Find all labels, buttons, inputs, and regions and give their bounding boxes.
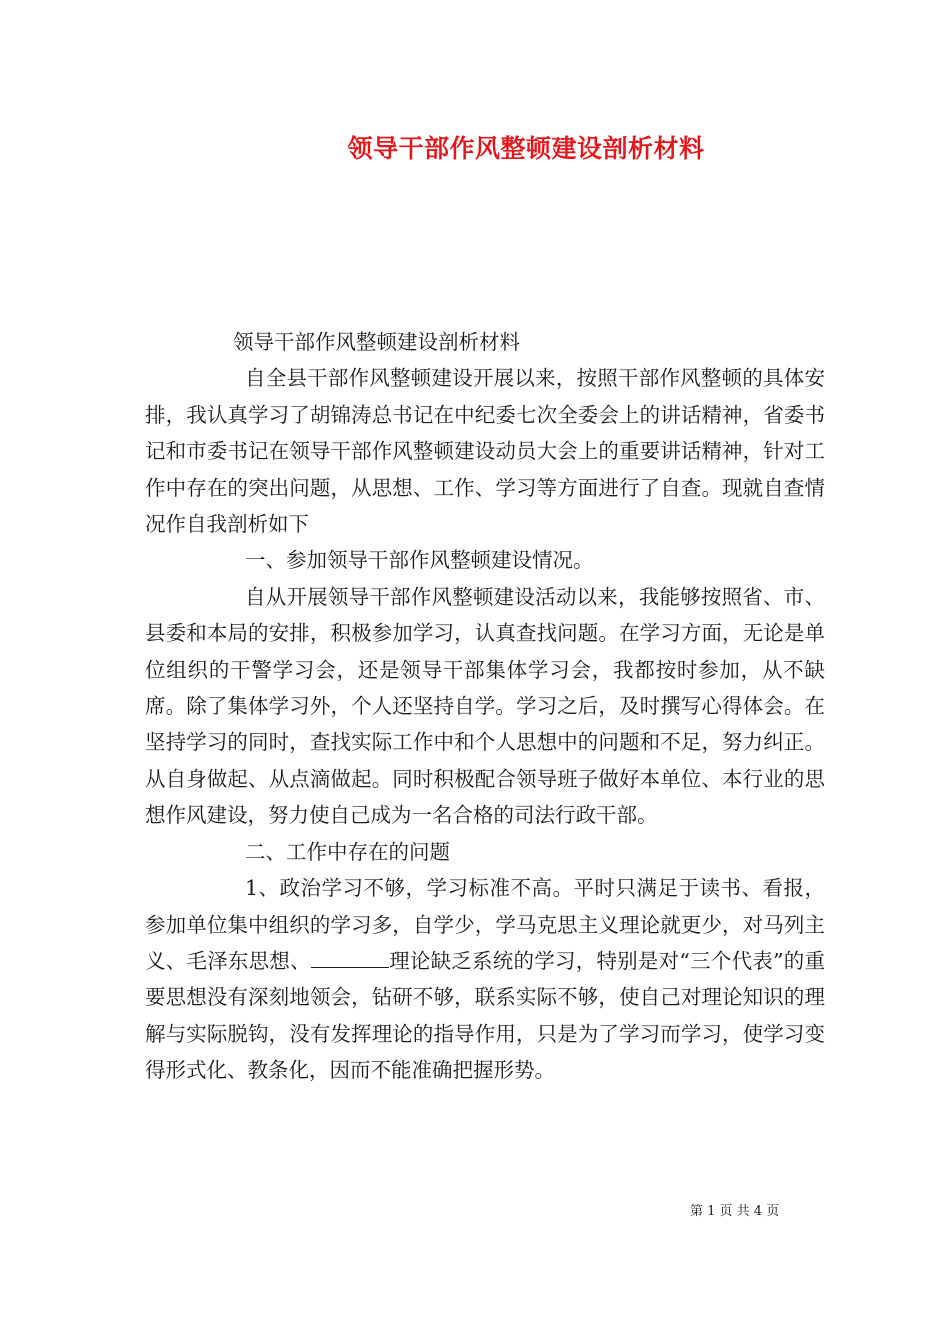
document-body [145, 324, 825, 1089]
section-heading-2: 二、工作中存在的问题 [245, 839, 450, 864]
blank-underline [311, 949, 389, 968]
document-subtitle: 领导干部作风整顿建设剖析材料 [233, 330, 520, 354]
page-number-footer: 第 1 页 共 4 页 [690, 1204, 780, 1219]
paragraph-intro: 自全县干部作风整顿建设开展以来，按照干部作风整顿的具体安排，我认真学习了胡锦涛总书记在中纪委七次全委会上的讲话精神，省委书记和市委书记在领导干部作风整顿建设动员大会上的重要讲话精神，针对工作中存在的突出问题，从思想、工作、学习等方面进行了自查。现就自查情况作自我剖析如下 [145, 366, 825, 537]
document-title: 领导干部作风整顿建设剖析材料 [347, 134, 705, 163]
paragraph-participation: 自从开展领导干部作风整顿建设活动以来，我能够按照省、市、县委和本局的安排，积极参加学习，认真查找问题。在学习方面，无论是单位组织的干警学习会，还是领导干部集体学习会，我都按时参加，从不缺席。除了集体学习外，个人还坚持自学。学习之后，及时撰写心得体会。在坚持学习的同时，查找实际工作中和个人思想中的问题和不足，努力纠正。从自身做起、从点滴做起。同时积极配合领导班子做好本单位、本行业的思想作风建设，努力使自己成为一名合格的司法行政干部。 [145, 584, 825, 828]
paragraph-problem-1-part-b: 理论缺乏系统的学习，特别是对“三个代表”的重要思想没有深刻地领会，钻研不够，联系实际不够，使自己对理论知识的理解与实际脱钩，没有发挥理论的指导作用，只是为了学习而学习，使学习变得形式化、教条化，因而不能准确把握形势。 [145, 948, 825, 1083]
paragraph-problem-1-part-a: 1、政治学习不够，学习标准不高。平时只满足于读书、看报，参加单位集中组织的学习多，自学少，学马克思主义理论就更少，对马列主义、毛泽东思想、 [145, 876, 825, 973]
section-heading-1: 一、参加领导干部作风整顿建设情况。 [245, 548, 594, 573]
paragraph-problem-1 [145, 870, 825, 1088]
